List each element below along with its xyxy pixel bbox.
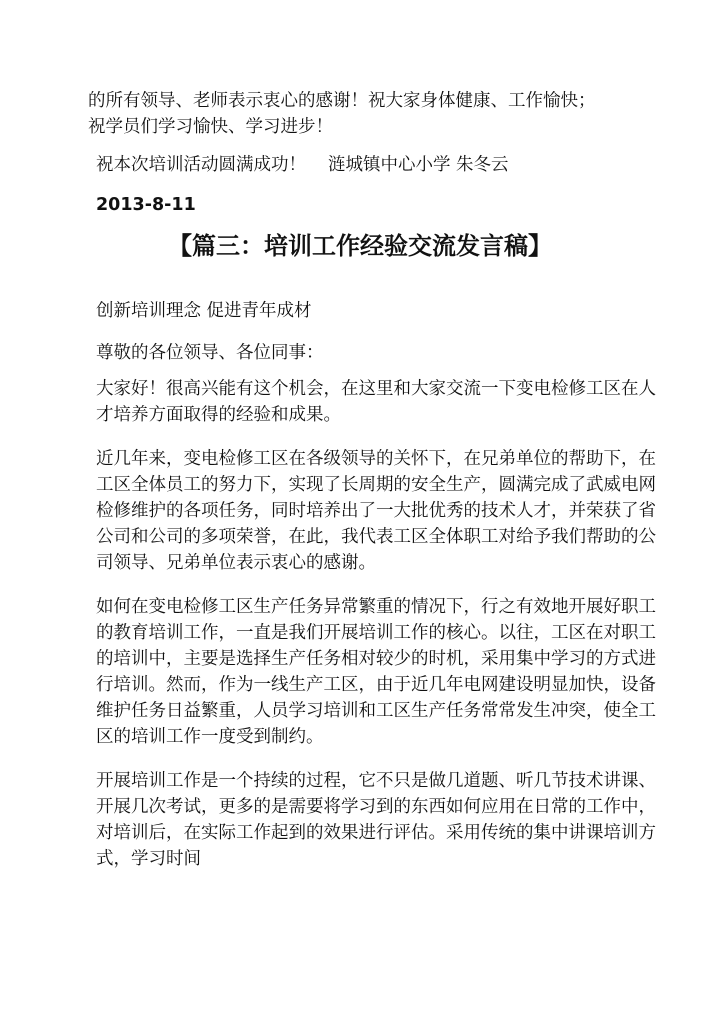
signature: 涟城镇中心小学 朱冬云 xyxy=(328,155,509,175)
closing-wish: 祝本次培训活动圆满成功！ xyxy=(96,155,306,175)
paragraph-1: 大家好！很高兴能有这个机会，在这里和大家交流一下变电检修工区在人才培养方面取得的经验和成果。 xyxy=(96,379,656,425)
salutation: 尊敬的各位领导、各位同事： xyxy=(96,343,324,363)
subtitle: 创新培训理念 促进青年成材 xyxy=(96,301,312,321)
paragraph-4: 开展培训工作是一个持续的过程，它不只是做几道题、听几节技术讲课、开展几次考试，更多的是需要将学习到的东西如何应用在日常的工作中，对培训后，在实际工作起到的效果进行评估。采用传统的集中讲课培训方式，学习时间 xyxy=(96,771,656,869)
section-title: 【篇三：培训工作经验交流发言稿】 xyxy=(168,232,552,260)
intro-line-2: 祝学员们学习愉快、学习进步！ xyxy=(88,117,333,137)
date: 2013-8-11 xyxy=(96,195,196,215)
intro-line-1: 的所有领导、老师表示衷心的感谢！祝大家身体健康、工作愉快； xyxy=(88,91,596,111)
intro-paragraph xyxy=(88,88,648,140)
closing-line xyxy=(96,152,509,178)
paragraph-2: 近几年来，变电检修工区在各级领导的关怀下，在兄弟单位的帮助下，在工区全体员工的努力下，实现了长周期的安全生产，圆满完成了武威电网检修维护的各项任务，同时培养出了一大批优秀的技术人才，并荣获了省公司和公司的多项荣誉，在此，我代表工区全体职工对给予我们帮助的公司领导、兄弟单位表示衷心的感谢。 xyxy=(96,449,656,573)
paragraph-3: 如何在变电检修工区生产任务异常繁重的情况下，行之有效地开展好职工的教育培训工作，一直是我们开展培训工作的核心。以往，工区在对职工的培训中，主要是选择生产任务相对较少的时机，采用集中学习的方式进行培训。然而，作为一线生产工区，由于近几年电网建设明显加快，设备维护任务日益繁重，人员学习培训和工区生产任务常常发生冲突，使全工区的培训工作一度受到制约。 xyxy=(96,597,656,747)
